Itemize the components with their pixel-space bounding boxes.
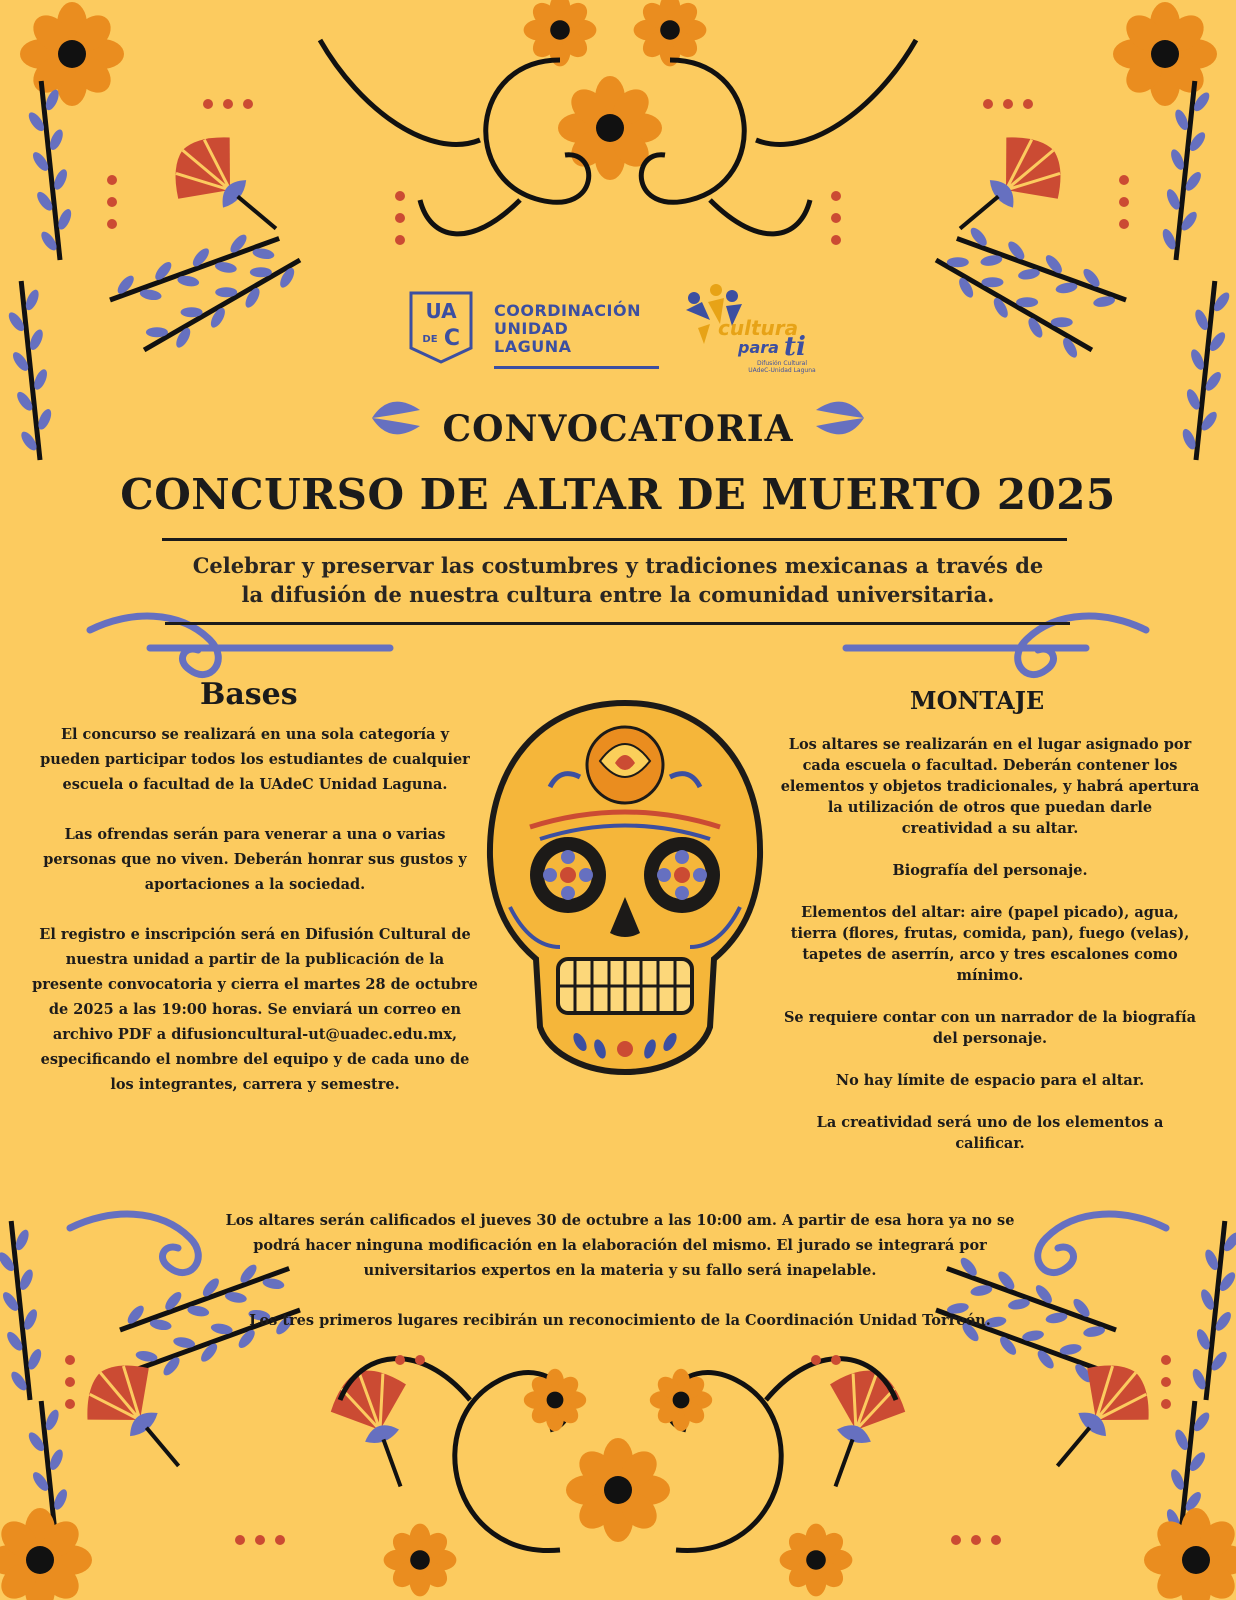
convocatoria-kicker: CONVOCATORIA	[442, 408, 794, 450]
para-word: para	[738, 338, 779, 357]
uadec-underline	[494, 366, 659, 369]
montaje-heading: MONTAJE	[910, 686, 1045, 715]
uadec-logo	[408, 290, 663, 374]
cultura-word: cultura	[718, 316, 799, 340]
closing-paragraph: Los altares serán calificados el jueves 30 de octubre a las 10:00 am. A partir de esa hora ya no se podrá hacer ninguna modificación en la elaboración del mismo. El jurado se integrará por universitarios expertos en la materia y su fallo será inapelable.	[225, 1212, 1015, 1279]
subtitle-divider	[165, 622, 1070, 625]
uadec-box-letters-2: DE	[422, 334, 438, 345]
cultura-para-ti-logo	[680, 280, 840, 380]
ti-word: ti	[784, 332, 806, 362]
cultura-sub-1: Difusión Cultural	[756, 360, 807, 367]
subtitle-line-1: Celebrar y preservar las costumbres y tradiciones mexicanas a través de	[192, 553, 1044, 578]
closing-section	[220, 1208, 1020, 1358]
bases-paragraph: El registro e inscripción será en Difusión Cultural de nuestra unidad a partir de la publicación de la presente convocatoria y cierra el martes 28 de octubre de 2025 a las 19:00 horas. Se enviará un correo en archivo PDF a difusioncultural-ut@uadec.edu.mx, especificando el nombre del equipo y de cada uno de los integrantes, carrera y semestre.	[32, 926, 478, 1093]
subtitle	[150, 551, 1086, 609]
montaje-paragraph: La creatividad será uno de los elementos a calificar.	[816, 1114, 1164, 1152]
closing-paragraph: Los tres primeros lugares recibirán un reconocimiento de la Coordinación Unidad Torreón.	[249, 1312, 991, 1329]
sugar-skull-illustration	[480, 697, 770, 1077]
uadec-emblem-icon	[408, 290, 474, 364]
montaje-paragraph: No hay límite de espacio para el altar.	[835, 1072, 1145, 1089]
montaje-paragraph: Los altares se realizarán en el lugar asignado por cada escuela o facultad. Deberán contener los elementos y objetos tradicionales, y habrá apertura la utilización de otros que puedan darle creatividad a su altar.	[780, 736, 1200, 837]
bases-section	[30, 722, 480, 1122]
title-divider	[162, 538, 1067, 541]
montaje-paragraph: Se requiere contar con un narrador de la biografía del personaje.	[783, 1009, 1197, 1047]
bases-paragraph: El concurso se realizará en una sola categoría y pueden participar todos los estudiantes de cualquier escuela o facultad de la UAdeC Unidad Laguna.	[40, 726, 470, 793]
cultura-sub-2: UAdeC-Unidad Laguna	[748, 367, 816, 374]
uadec-logo-text	[494, 302, 641, 356]
page-title: CONCURSO DE ALTAR DE MUERTO 2025	[120, 470, 1116, 519]
montaje-paragraph: Biografía del personaje.	[892, 862, 1088, 879]
cultura-subtitle	[732, 360, 832, 374]
uadec-box-letters-3: C	[443, 326, 461, 351]
uadec-line-1: COORDINACIÓN	[494, 301, 641, 320]
bases-heading: Bases	[200, 677, 298, 712]
uadec-line-3: LAGUNA	[494, 337, 572, 356]
montaje-paragraph: Elementos del altar: aire (papel picado), agua, tierra (flores, frutas, comida, pan), fuego (velas), tapetes de aserrín, arco y tres escalones como mínimo.	[790, 904, 1190, 984]
uadec-box-letters-1: UA	[425, 299, 457, 323]
bases-paragraph: Las ofrendas serán para venerar a una o varias personas que no viven. Deberán honrar sus gustos y aportaciones a la sociedad.	[43, 826, 467, 893]
montaje-section	[780, 734, 1200, 1175]
uadec-line-2: UNIDAD	[494, 319, 569, 338]
subtitle-line-2: la difusión de nuestra cultura entre la comunidad universitaria.	[241, 582, 995, 607]
